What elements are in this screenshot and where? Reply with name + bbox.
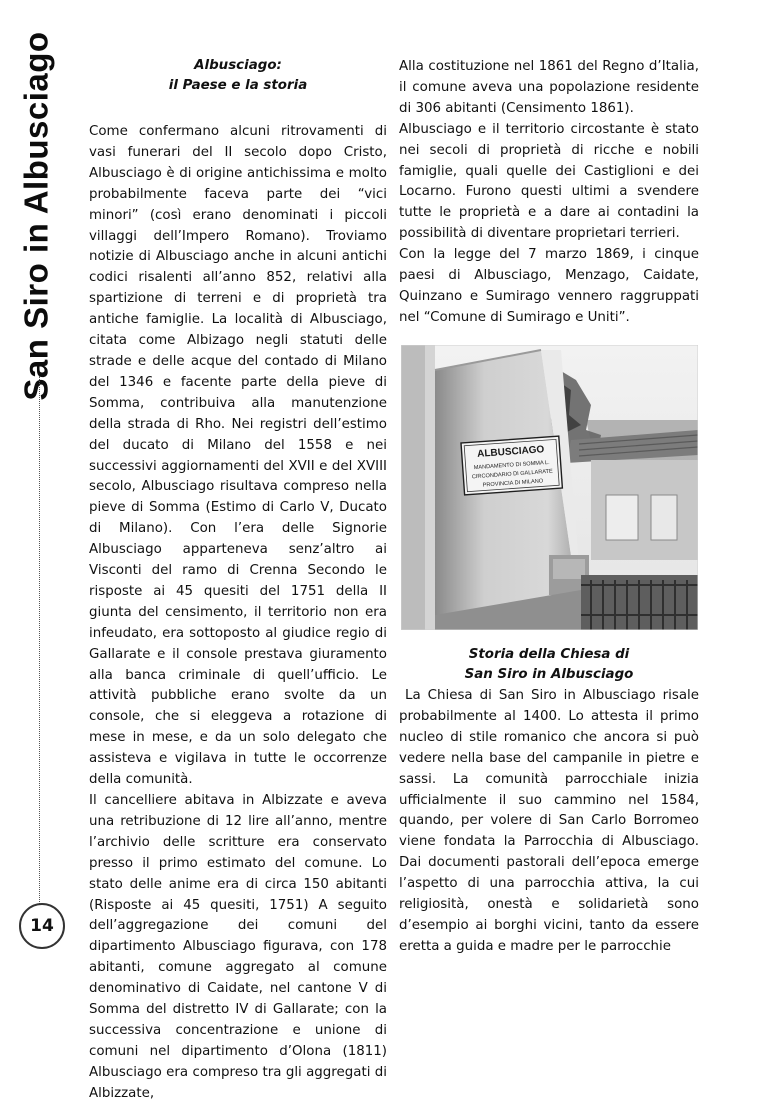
- history-paragraph-1: Come confermano alcuni ritrovamenti di vasi funerari del II secolo dopo Cristo, Albusciago è di origine antichissima e molto probabilmente faceva parte dei “vici minori” (così erano denominati i piccoli villaggi dell’Impero Romano). Troviamo notizie di Albusciago anche in alcuni antichi codici risalenti all’anno 852, relativi alla spartizione di terreni e di proprietà tra antiche famiglie. La località di Albusciago, citata come Albizago negli statuti delle strade e delle acque del contado di Milano del 1346 e facente parte della pieve di Somma, contribuiva alla manutenzione della strada di Rho. Nei registri dell’estimo del ducato di Milano del 1558 e nei successivi aggiornamenti del XVII e del XVIII secolo, Albusciago risultava compreso nella pieve di Somma (Estimo di Carlo V, Ducato di Milano). Con l’era delle Signorie Albusciago apparteneva senz’altro ai Visconti del ramo di Crenna Secondo le risposte ai 45 quesiti del 1751 della II giunta del censimento, il territorio non era infeudato, era sottoposto al giudice regio di Gallarate e il console prestava giuramento alla banca criminale di quell’ufficio. Le attività pubbliche erano svolte da un console, che si eleggeva a rotazione di mese in mese, e da un solo delegato che assisteva e vigilava in tutte le occorrenze della comunità.: [89, 124, 387, 788]
- running-side-title: [4, 31, 70, 401]
- church-heading-line-2: San Siro in Albusciago: [464, 667, 634, 682]
- side-title-text: San Siro in Albusciago: [18, 31, 56, 401]
- village-sign-photo: [401, 345, 698, 630]
- margin-dotted-rule: [39, 376, 40, 906]
- church-history-section: [399, 645, 699, 958]
- law-1869-paragraph: Con la legge del 7 marzo 1869, i cinque paesi di Albusciago, Menzago, Caidate, Quinzano e Sumirago vennero raggruppati nel “Comune di Sumirago e Uniti”.: [399, 247, 699, 325]
- families-paragraph: Albusciago e il territorio circostante è stato nei secoli di proprietà di ricche e nobili famiglie, quali quelle dei Castiglioni e dei Locarno. Furono questi ultimi a svendere tutte le proprietà e a dare ai contadini la possibilità di diventare proprietari terrieri.: [399, 121, 699, 242]
- history-paragraph-2: Il cancelliere abitava in Albizzate e aveva una retribuzione di 12 lire all’anno, mentre l’archivio delle scritture era conservato presso il primo estimato del comune. Lo stato delle anime era di circa 150 abitanti (Risposte ai 45 quesiti, 1751) A seguito dell’aggregazione dei comuni del dipartimento Albusciago figurava, con 178 abitanti, comune aggregato al comune denominativo di Caidate, nel cantone V di Somma del distretto IV di Gallarate; con la successiva concentrazione e unione di comuni nel dipartimento d’Olona (1811) Albusciago era compreso tra gli aggregati di Albizzate,: [89, 793, 387, 1101]
- sign-name-text: ALBUSCIAGO: [476, 444, 545, 460]
- heading-line-1: Albusciago:: [194, 58, 282, 73]
- page-number: 14: [19, 903, 65, 949]
- village-history-heading: [89, 56, 387, 96]
- sign-circondario-text: CIRCONDARIO DI GALLARATE: [471, 468, 553, 481]
- kingdom-paragraph: Alla costituzione nel 1861 del Regno d’Italia, il comune aveva una popolazione residente di 306 abitanti (Censimento 1861).: [399, 59, 699, 116]
- church-history-paragraph: La Chiesa di San Siro in Albusciago risale probabilmente al 1400. Lo attesta il primo nucleo di stile romanico che ancora si può vedere nella base del campanile in pietre e sassi. La comunità parrocchiale inizia ufficialmente il suo cammino nel 1584, quando, per volere di San Carlo Borromeo viene fondata la Parrocchia di Albusciago. Dai documenti pastorali dell’epoca emerge l’aspetto di una parrocchia attiva, la cui religiosità, onestà e solidarietà sono d’esempio ai borghi vicini, tanto da essere eretta a guida e madre per le parrocchie: [399, 688, 699, 954]
- right-column: [399, 57, 699, 329]
- sign-mandamento-text: MANDAMENTO DI SOMMA L.: [473, 459, 550, 472]
- sign-provincia-text: PROVINCIA DI MILANO: [482, 478, 544, 489]
- church-heading-line-1: Storia della Chiesa di: [468, 647, 630, 662]
- church-history-heading: [399, 645, 699, 685]
- heading-line-2: il Paese e la storia: [168, 78, 308, 93]
- left-column: [89, 56, 387, 1105]
